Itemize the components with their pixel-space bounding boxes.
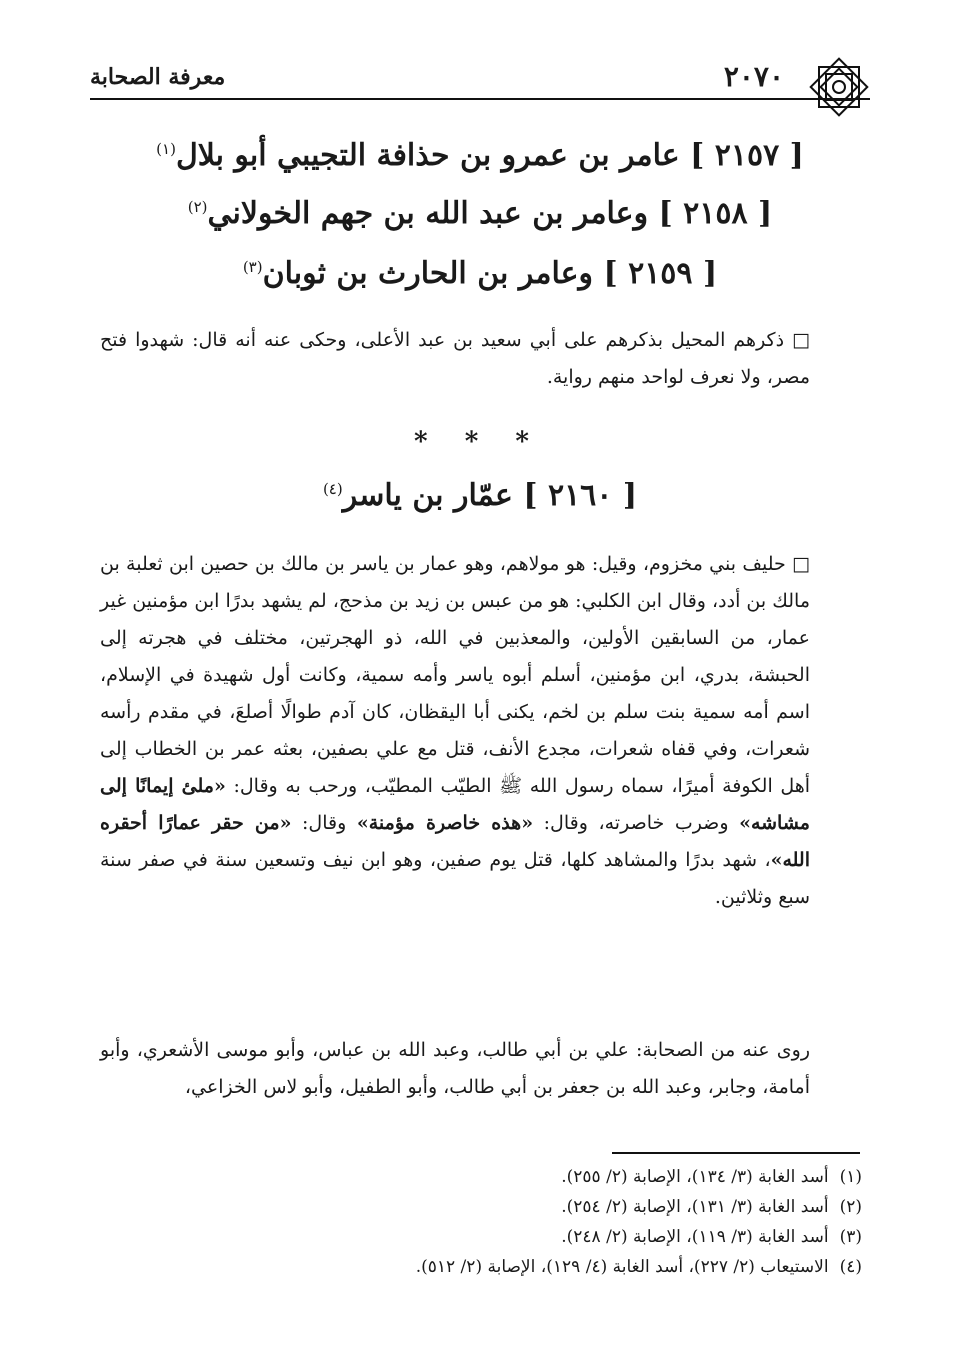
footnote-text: الاستيعاب (٢/ ٢٢٧)، أسد الغابة (٤/ ١٢٩)، الإصابة (٢/ ٥١٢). — [415, 1257, 829, 1277]
footnotes — [122, 1162, 862, 1282]
section-separator: * * * — [414, 427, 543, 457]
footnote-number: (١) — [839, 1167, 862, 1187]
entry-heading-2157 — [60, 138, 900, 173]
star-ornament-icon — [804, 52, 874, 122]
footnote-number: (٣) — [839, 1227, 862, 1247]
paragraph-text: وقال: — [302, 812, 347, 834]
entry-heading-2160 — [60, 478, 900, 513]
running-title: معرفة الصحابة — [90, 64, 226, 90]
hadith-quote: «من حقر عمارًا أحقره الله» — [100, 812, 810, 871]
footnote-marker[interactable]: (٤) — [322, 480, 343, 498]
entry-number: [ ٢١٦٠ ] — [523, 478, 638, 513]
entry-name: عامر بن عمرو بن حذافة التجيبي أبو بلال — [175, 138, 680, 173]
footnote-divider — [612, 1152, 860, 1154]
entry-name: وعامر بن الحارث بن ثوبان — [262, 256, 593, 291]
page-number: ٢٠٧٠ — [723, 60, 784, 93]
paragraph-text: ، شهد بدرًا والمشاهد كلها، قتل يوم صفين، وهو ابن نيف وتسعين سنة في صفر سنة سبع وثلاثين. — [100, 849, 810, 908]
entry-number: [ ٢١٥٩ ] — [603, 256, 718, 291]
entry-number: [ ٢١٥٧ ] — [690, 138, 804, 173]
paragraph-text: وضرب خاصرته، وقال: — [543, 812, 729, 834]
footnote — [122, 1192, 862, 1222]
header-rule — [90, 98, 870, 100]
footnote — [122, 1252, 862, 1282]
footnote — [122, 1162, 862, 1192]
hadith-quote: «هذه خاصرة مؤمنة» — [356, 812, 534, 834]
footnote-text: أسد الغابة (٣/ ١١٩)، الإصابة (٢/ ٢٤٨). — [561, 1227, 829, 1247]
footnote-text: أسد الغابة (٣/ ١٣٤)، الإصابة (٢/ ٢٥٥). — [561, 1167, 829, 1187]
paragraph-text: □ حليف بني مخزوم، وقيل: هو مولاهم، وهو عمار بن ياسر بن مالك بن حصين ابن ثعلبة بن مالك بن أدد، وقال ابن الكلبي: هو من عبس بن زيد بن مذحج، لم يشهد بدرًا ابن مؤمنين غير عمار، من السابقين الأولين، والمعذبين في الله، ذو الهجرتين، مختلف في هجرته إلى الحبشة، بدري، ابن مؤمنين، أسلم أبوه ياسر وأمه سمية، وكانت أول شهيدة في الإسلام، اسم أمه سمية بنت سلم بن لخم، يكنى أبا اليقظان، كان آدم طوالًا أصلعَ، في مقدم رأسه شعرات، وفي قفاه شعرات، مجدع الأنف، قتل مع علي بصفين، بعثه عمر بن الخطاب إلى أهل الكوفة أميرًا، سماه رسول الله ﷺ الطيّب المطيّب، ورحب به وقال: — [100, 553, 811, 797]
footnote-number: (٤) — [839, 1257, 862, 1277]
footnote-marker[interactable]: (١) — [156, 140, 176, 158]
footnote-number: (٢) — [839, 1197, 862, 1217]
entry-name: وعامر بن عبد الله بن جهم الخولاني — [207, 196, 649, 231]
entry-number: [ ٢١٥٨ ] — [658, 196, 773, 231]
footnote-marker[interactable]: (٢) — [187, 198, 208, 216]
entry-name: عمّار بن ياسر — [342, 478, 513, 513]
entry-paragraph-2157-2159: □ ذكرهم المحيل بذكرهم على أبي سعيد بن عبد الأعلى، وحكى عنه أنه قال: شهدوا فتح مصر، ولا نعرف لواحد منهم رواية. — [100, 329, 810, 388]
entry-paragraph-2160 — [100, 546, 810, 916]
narrators-paragraph: روى عنه من الصحابة: علي بن أبي طالب، وعبد الله بن عباس، وأبو موسى الأشعري، وأبو أمامة، وجابر، وعبد الله بن جعفر بن أبي طالب، وأبو الطفيل، وأبو لاس الخزاعي، — [100, 1039, 810, 1098]
hadith-quote: «ملئ إيمانًا إلى مشاشه» — [100, 775, 810, 834]
entry-heading-2159 — [60, 256, 900, 291]
footnote-marker[interactable]: (٣) — [242, 258, 263, 276]
footnote — [122, 1222, 862, 1252]
entry-heading-2158 — [60, 196, 900, 231]
page-header — [90, 58, 870, 106]
footnote-text: أسد الغابة (٣/ ١٣١)، الإصابة (٢/ ٢٥٤). — [561, 1197, 829, 1217]
